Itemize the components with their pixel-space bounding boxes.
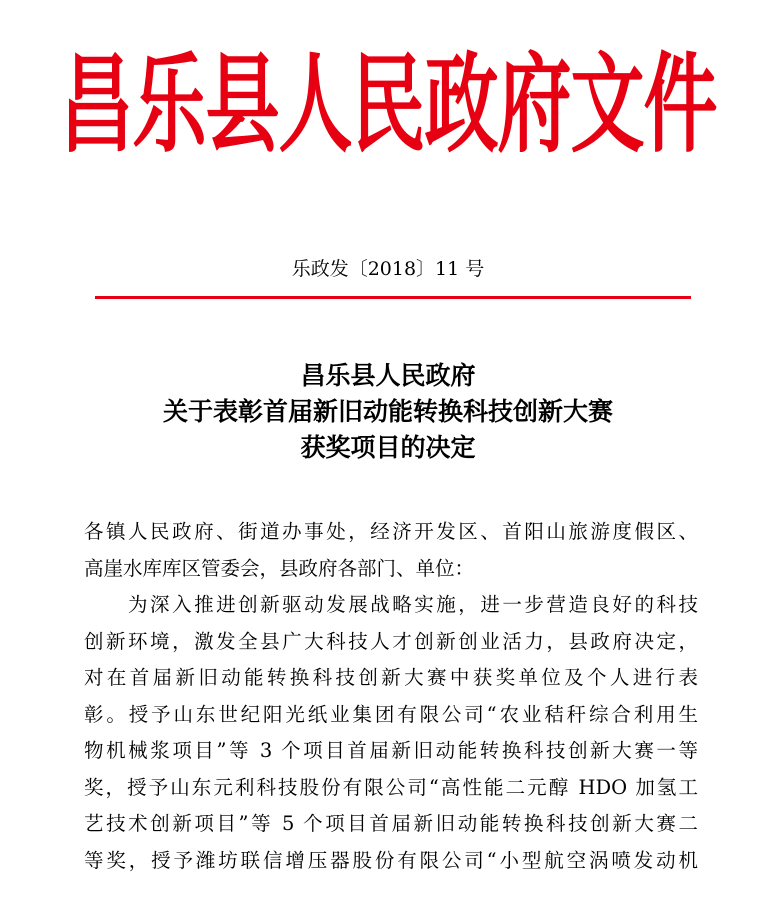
document-number: 乐政发〔2018〕11 号 xyxy=(291,258,485,280)
paragraph-line: 奖，授予山东元利科技股份有限公司“高性能二元醇 HDO 加氢工 xyxy=(84,775,698,799)
paragraph-line: 彰。授予山东世纪阳光纸业集团有限公司“农业秸秆综合利用生 xyxy=(84,702,698,726)
addressee-line: 高崖水库库区管委会，县政府各部门、单位： xyxy=(84,556,475,580)
document-masthead: 昌乐县人民政府文件 xyxy=(59,42,717,168)
paragraph-line: 艺技术创新项目”等 5 个项目首届新旧动能转换科技创新大赛二 xyxy=(84,812,698,835)
title-subject: 关于表彰首届新旧动能转换科技创新大赛 xyxy=(162,397,613,426)
paragraph-line: 对在首届新旧动能转换科技创新大赛中获奖单位及个人进行表 xyxy=(84,666,698,689)
document-body xyxy=(84,514,698,879)
paragraph-line: 创新环境，激发全县广大科技人才创新创业活力，县政府决定， xyxy=(84,629,698,653)
paragraph-line: 等奖，授予潍坊联信增压器股份有限公司“小型航空涡喷发动机 xyxy=(84,848,698,872)
addressee-line: 各镇人民政府、街道办事处，经济开发区、首阳山旅游度假区、 xyxy=(84,520,698,543)
document-title xyxy=(0,358,776,466)
red-separator-line xyxy=(95,296,691,299)
paragraph-line: 为深入推进创新驱动发展战略实施，进一步营造良好的科技 xyxy=(84,593,698,616)
paragraph-line: 物机械浆项目”等 3 个项目首届新旧动能转换科技创新大赛一等 xyxy=(84,739,698,762)
title-issuer: 昌乐县人民政府 xyxy=(300,361,476,390)
title-subject-end: 获奖项目的决定 xyxy=(300,433,476,462)
